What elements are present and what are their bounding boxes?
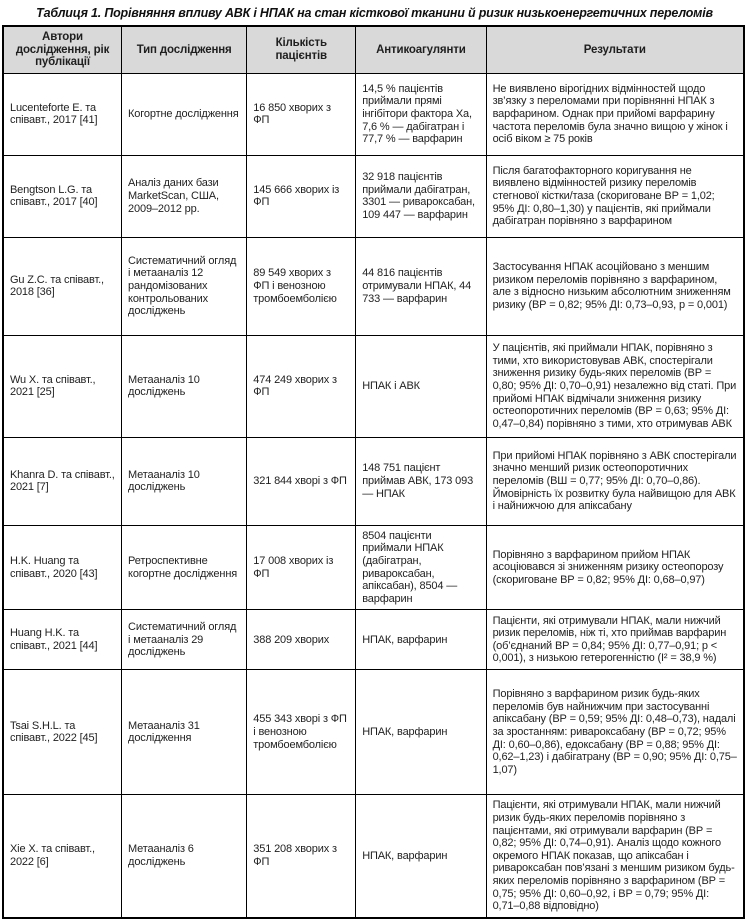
- results-cell: Порівняно з варфарином прийом НПАК асоціювався зі зниженням ризику остеопорозу (скориговане ВР = 0,82; 95% ДІ: 0,68–0,97): [486, 525, 744, 610]
- table-body: [3, 73, 744, 917]
- column-header-patient-count: Кількість пацієнтів: [247, 26, 356, 73]
- study-type-cell: Систематичний огляд і метааналіз 29 досліджень: [122, 610, 247, 670]
- study-type-cell: Метааналіз 31 дослідження: [122, 670, 247, 795]
- patients-cell: 89 549 хворих з ФП і венозною тромбоемболією: [247, 237, 356, 335]
- results-cell: Після багатофакторного коригування не виявлено відмінностей ризику переломів стегнової кістки/таза (скориговане ВР = 1,02; 95% ДІ: 0,80–1,30) у пацієнтів, які приймали дабігатран порівняно з варфарином: [486, 155, 744, 237]
- authors-cell: Bengtson L.G. та співавт., 2017 [40]: [3, 155, 122, 237]
- header-row: [3, 26, 744, 73]
- table-row: [3, 335, 744, 437]
- authors-cell: Wu X. та співавт., 2021 [25]: [3, 335, 122, 437]
- patients-cell: 17 008 хворих із ФП: [247, 525, 356, 610]
- study-type-cell: Метааналіз 10 досліджень: [122, 335, 247, 437]
- table-row: [3, 670, 744, 795]
- patients-cell: 388 209 хворих: [247, 610, 356, 670]
- comparison-table: [2, 25, 745, 919]
- patients-cell: 351 208 хворих з ФП: [247, 795, 356, 918]
- study-type-cell: Метааналіз 10 досліджень: [122, 437, 247, 525]
- authors-cell: Khanra D. та співавт., 2021 [7]: [3, 437, 122, 525]
- table-row: [3, 795, 744, 918]
- results-cell: Застосування НПАК асоційовано з меншим ризиком переломів порівняно з варфарином, але з відносно низьким абсолютним зниженням ризику (ВР = 0,82; 95% ДІ: 0,73–0,93, p = 0,001): [486, 237, 744, 335]
- authors-cell: Xie X. та співавт., 2022 [6]: [3, 795, 122, 918]
- table-title: Таблиця 1. Порівняння впливу АВК і НПАК на стан кісткової тканини й ризик низькоенергетичних переломів: [36, 6, 713, 20]
- study-type-cell: Систематичний огляд і метааналіз 12 рандомізованих контрольованих досліджень: [122, 237, 247, 335]
- results-cell: У пацієнтів, які приймали НПАК, порівняно з тими, хто використовував АВК, спостерігали зниження ризику будь-яких переломів (ВР = 0,80; 95% ДІ: 0,70–0,91) незалежно від статі. При прийомі НПАК відмічали зниження ризику остеопоротичних переломів (ВР = 0,63; 95% ДІ: 0,47–0,84) порівняно з тими, хто отримував АВК: [486, 335, 744, 437]
- authors-cell: Lucenteforte E. та співавт., 2017 [41]: [3, 73, 122, 155]
- anticoagulants-cell: НПАК, варфарин: [356, 610, 486, 670]
- anticoagulants-cell: НПАК і АВК: [356, 335, 486, 437]
- results-cell: Порівняно з варфарином ризик будь-яких переломів був найнижчим при застосуванні апіксабану (ВР = 0,59; 95% ДІ: 0,48–0,73), надалі за зростанням: ривароксабану (ВР = 0,72; 95% ДІ: 0,60–0,86), едоксабану (ВР = 0,88; 95% ДІ: 0,62–1,23) і дабігатрану (ВР = 0,90; 95% ДІ: 0,75–1,07): [486, 670, 744, 795]
- anticoagulants-cell: 14,5 % пацієнтів приймали прямі інгібітори фактора Ха, 7,6 % — дабігатран і 77,7 % — варфарин: [356, 73, 486, 155]
- patients-cell: 474 249 хворих з ФП: [247, 335, 356, 437]
- anticoagulants-cell: 32 918 пацієнтів приймали дабігатран, 3301 — ривароксабан, 109 447 — варфарин: [356, 155, 486, 237]
- authors-cell: Tsai S.H.L. та співавт., 2022 [45]: [3, 670, 122, 795]
- table-row: [3, 610, 744, 670]
- anticoagulants-cell: НПАК, варфарин: [356, 795, 486, 918]
- patients-cell: 145 666 хворих із ФП: [247, 155, 356, 237]
- study-type-cell: Метааналіз 6 досліджень: [122, 795, 247, 918]
- authors-cell: Huang H.K. та співавт., 2021 [44]: [3, 610, 122, 670]
- column-header-study-type: Тип дослідження: [122, 26, 247, 73]
- results-cell: Не виявлено вірогідних відмінностей щодо зв’язку з переломами при порівнянні НПАК з варфарином. Однак при прийомі варфарину частота переломів була значно вищою у жінок і осіб віком ≥ 75 років: [486, 73, 744, 155]
- anticoagulants-cell: НПАК, варфарин: [356, 670, 486, 795]
- column-header-anticoagulants: Антикоагулянти: [356, 26, 486, 73]
- results-cell: Пацієнти, які отримували НПАК, мали нижчий ризик переломів, ніж ті, хто приймав варфарин (об’єднаний ВР = 0,84; 95% ДІ: 0,77–0,91; p < 0,001), з низькою гетерогенністю (I² = 38,9 %): [486, 610, 744, 670]
- results-cell: При прийомі НПАК порівняно з АВК спостерігали значно менший ризик остеопоротичних переломів (ВШ = 0,77; 95% ДІ: 0,70–0,86). Ймовірність їх розвитку була найвищою для АВК і найнижчою для апіксабану: [486, 437, 744, 525]
- authors-cell: Gu Z.C. та співавт., 2018 [36]: [3, 237, 122, 335]
- results-cell: Пацієнти, які отримували НПАК, мали нижчий ризик будь-яких переломів порівняно з пацієнтами, які отримували варфарин (ВР = 0,82; 95% ДІ: 0,74–0,91). Аналіз щодо кожного окремого НПАК показав, що апіксабан і ривароксабан пов’язані з меншим ризиком будь-яких переломів порівняно з варфарином (ВР = 0,75; 95% ДІ: 0,60–0,92, і ВР = 0,79; 95% ДІ: 0,71–0,88 відповідно): [486, 795, 744, 918]
- table-row: [3, 155, 744, 237]
- table-row: [3, 525, 744, 610]
- anticoagulants-cell: 44 816 пацієнтів отримували НПАК, 44 733 — варфарин: [356, 237, 486, 335]
- study-type-cell: Когортне дослідження: [122, 73, 247, 155]
- table-header: [3, 26, 744, 73]
- authors-cell: H.K. Huang та співавт., 2020 [43]: [3, 525, 122, 610]
- study-type-cell: Ретроспективне когортне дослідження: [122, 525, 247, 610]
- column-header-authors: Автори дослідження, рік публікації: [3, 26, 122, 73]
- column-header-results: Результати: [486, 26, 744, 73]
- anticoagulants-cell: 8504 пацієнти приймали НПАК (дабігатран, ривароксабан, апіксабан), 8504 — варфарин: [356, 525, 486, 610]
- anticoagulants-cell: 148 751 пацієнт приймав АВК, 173 093 — НПАК: [356, 437, 486, 525]
- table-row: [3, 437, 744, 525]
- study-type-cell: Аналіз даних бази MarketScan, США, 2009–2012 рр.: [122, 155, 247, 237]
- table-row: [3, 237, 744, 335]
- patients-cell: 321 844 хворі з ФП: [247, 437, 356, 525]
- table-row: [3, 73, 744, 155]
- patients-cell: 455 343 хворі з ФП і венозною тромбоемболією: [247, 670, 356, 795]
- patients-cell: 16 850 хворих з ФП: [247, 73, 356, 155]
